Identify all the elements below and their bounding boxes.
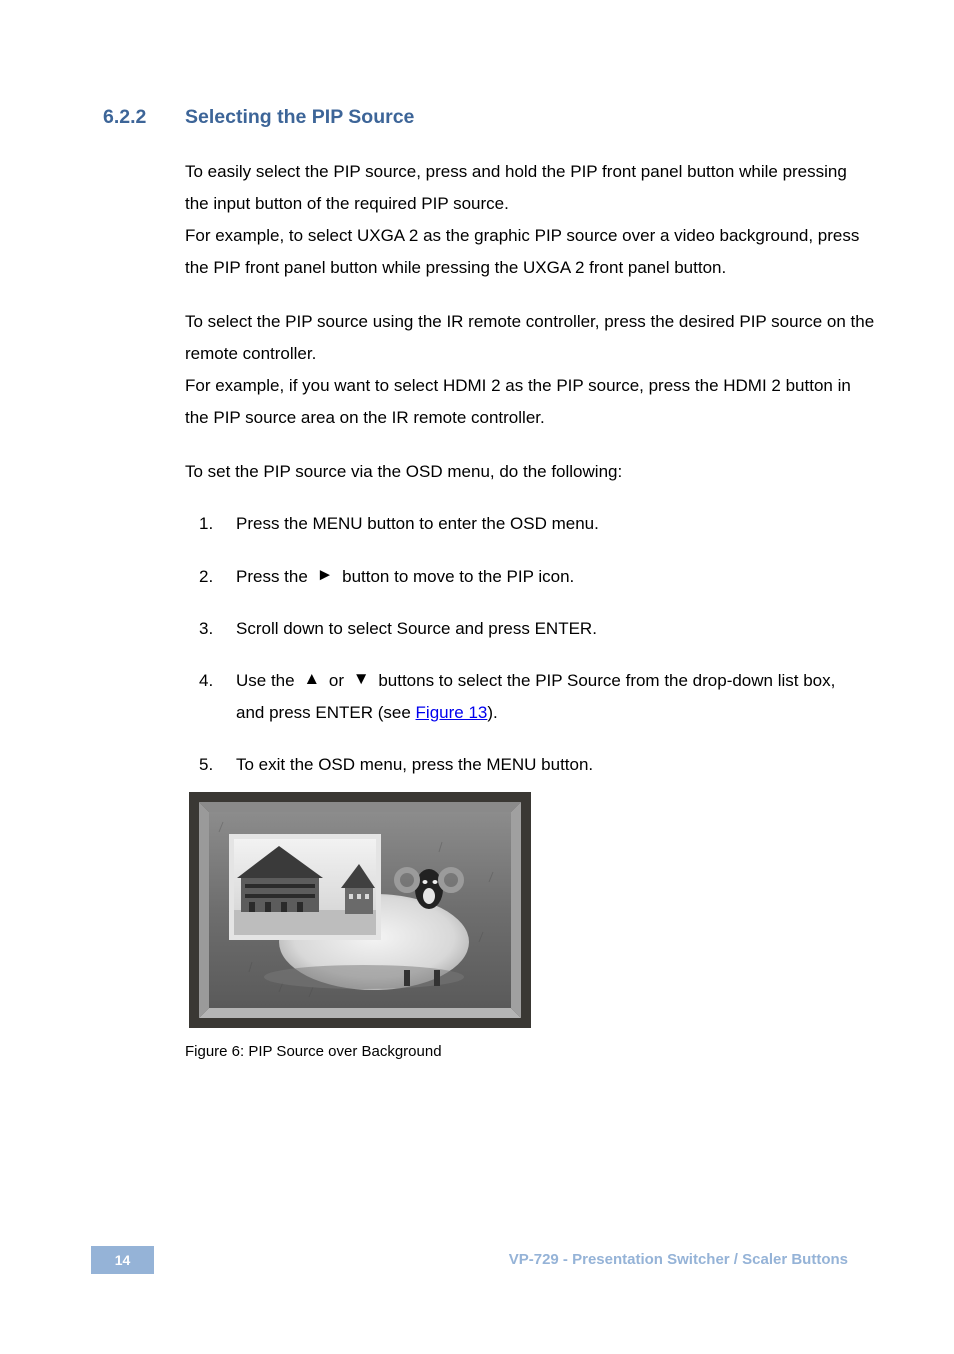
list-number: 4. (199, 671, 214, 690)
footer-title: VP-729 - Presentation Switcher / Scaler Buttons (508, 1251, 848, 1268)
list-text-part: buttons to select the PIP Source from the drop-down list box, and press ENTER (see (236, 671, 836, 722)
paragraph-text: To easily select the PIP source, press and hold the PIP front panel button while pressing the input button of the required PIP source. (185, 162, 847, 213)
list-text-part: button to move to the PIP icon. (342, 567, 575, 586)
paragraph-front-panel (185, 156, 875, 284)
list-text-part: ). (487, 703, 498, 722)
list-number: 1. (199, 514, 214, 533)
list-text-part: or (328, 671, 345, 690)
paragraph-text: For example, if you want to select HDMI 2 as the PIP source, press the HDMI 2 button in the PIP source area on the IR remote controller. (185, 376, 851, 427)
list-text: Scroll down to select Source and press ENTER. (236, 619, 597, 638)
list-text (236, 665, 866, 729)
section-number: 6.2.2 (103, 106, 147, 128)
paragraph-ir-remote (185, 306, 875, 434)
down-arrow-icon: ▼ (352, 669, 370, 688)
figure-13-link[interactable]: Figure 13 (415, 703, 488, 722)
paragraph-text: For example, to select UXGA 2 as the graphic PIP source over a video background, press the PIP front panel button while pressing the UXGA 2 front panel button. (185, 226, 860, 277)
pip-figure-image (189, 792, 531, 1028)
paragraph-text: To set the PIP source via the OSD menu, do the following: (185, 462, 623, 481)
pip-figure (189, 792, 531, 1028)
figure-caption: Figure 6: PIP Source over Background (185, 1043, 442, 1060)
list-number: 5. (199, 755, 214, 774)
right-arrow-icon: ► (316, 565, 334, 584)
page-number: 14 (91, 1246, 154, 1274)
list-text (236, 561, 866, 593)
list-number: 3. (199, 619, 214, 638)
list-number: 2. (199, 567, 214, 586)
list-text: To exit the OSD menu, press the MENU button. (236, 755, 594, 774)
list-text: Press the MENU button to enter the OSD menu. (236, 514, 599, 533)
paragraph-osd-intro (185, 456, 875, 488)
paragraph-text: To select the PIP source using the IR remote controller, press the desired PIP source on the remote controller. (185, 312, 875, 363)
up-arrow-icon: ▲ (303, 669, 321, 688)
section-title: Selecting the PIP Source (185, 106, 415, 128)
list-text-part: Press the (236, 567, 308, 586)
list-text-part: Use the (236, 671, 295, 690)
